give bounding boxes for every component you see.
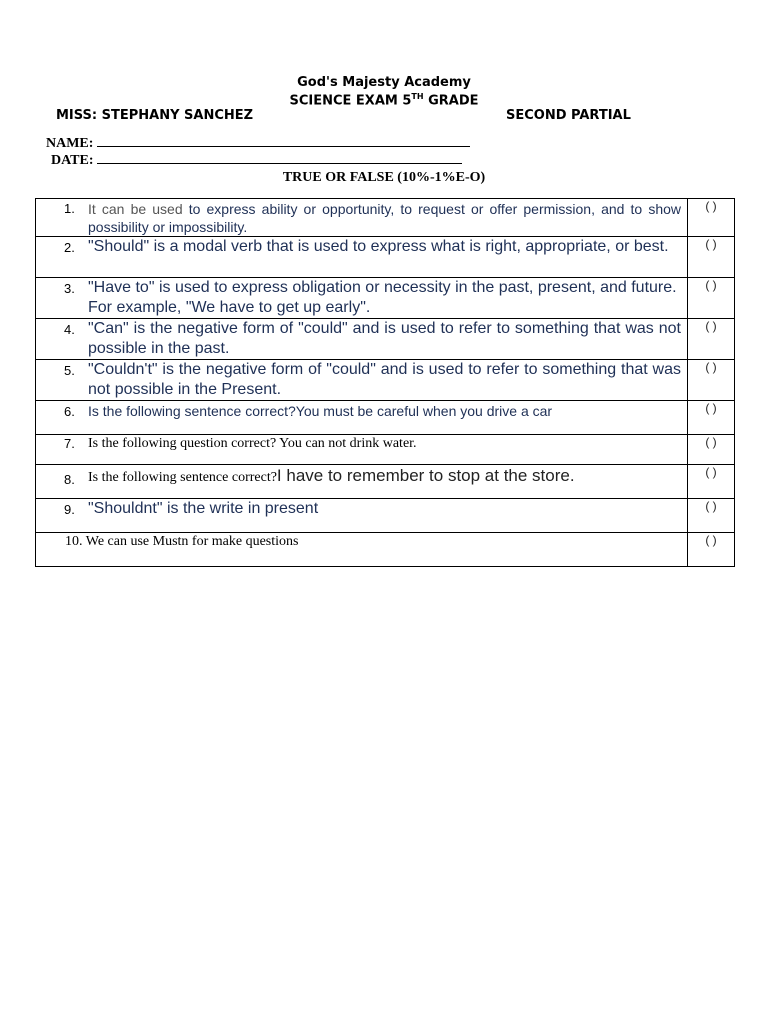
date-field[interactable] <box>51 153 462 169</box>
question-number: 2. <box>64 240 75 255</box>
answer-box[interactable] <box>688 499 735 533</box>
question-number: 7. <box>64 436 75 451</box>
question-text: "Couldn't" is the negative form of "could" and is used to refer to something that was not possible in the Present. <box>88 361 681 398</box>
question-number: 6. <box>64 404 75 419</box>
question-row <box>36 499 735 533</box>
date-blank[interactable] <box>97 153 462 164</box>
question-cell <box>36 499 688 533</box>
school-name: God's Majesty Academy <box>297 75 471 90</box>
question-number: 5. <box>64 363 75 378</box>
exam-title <box>0 92 768 108</box>
question-text: Is the following question correct? You can not drink water. <box>88 436 417 451</box>
question-cell <box>36 199 688 237</box>
answer-box[interactable] <box>688 278 735 319</box>
answer-box[interactable] <box>688 533 735 567</box>
question-cell <box>36 465 688 499</box>
question-row <box>36 199 735 237</box>
section-title: TRUE OR FALSE (10%-1%E-O) <box>282 170 486 185</box>
answer-box[interactable] <box>688 237 735 278</box>
question-body: I have to remember to stop at the store. <box>276 466 575 485</box>
question-lead: Is the following sentence correct? <box>88 470 277 485</box>
question-row <box>36 465 735 499</box>
question-row <box>36 360 735 401</box>
question-cell <box>36 319 688 360</box>
answer-parens[interactable]: ( ) <box>705 319 717 333</box>
answer-box[interactable] <box>688 401 735 435</box>
question-cell <box>36 237 688 278</box>
answer-parens[interactable]: ( ) <box>705 499 717 513</box>
date-label: DATE: <box>51 153 94 168</box>
answer-box[interactable] <box>688 319 735 360</box>
question-text: "Should" is a modal verb that is used to express what is right, appropriate, or best. <box>88 238 669 255</box>
question-text <box>88 199 681 236</box>
answer-box[interactable] <box>688 199 735 237</box>
question-row <box>36 237 735 278</box>
question-body: We can use Mustn for make questions <box>85 534 299 549</box>
answer-box[interactable] <box>688 465 735 499</box>
answer-parens[interactable]: ( ) <box>705 360 717 374</box>
question-row <box>36 401 735 435</box>
exam-title-sup: TH <box>411 92 424 101</box>
questions-table <box>35 198 735 567</box>
question-text: "Can" is the negative form of "could" and is used to refer to something that was not possible in the past. <box>88 320 681 357</box>
question-number: 10. <box>65 534 83 549</box>
answer-parens[interactable]: ( ) <box>705 199 717 213</box>
question-text: "Shouldnt" is the write in present <box>88 500 319 517</box>
answer-parens[interactable]: ( ) <box>705 278 717 292</box>
question-row <box>36 435 735 465</box>
answer-parens[interactable]: ( ) <box>705 237 717 251</box>
question-number: 9. <box>64 502 75 517</box>
question-cell <box>36 278 688 319</box>
partial-label: SECOND PARTIAL <box>506 108 631 123</box>
question-lead: It can be used <box>88 201 183 217</box>
exam-title-prefix: SCIENCE EXAM 5 <box>289 93 412 109</box>
question-row <box>36 533 735 567</box>
answer-parens[interactable]: ( ) <box>705 465 717 479</box>
question-text: Is the following sentence correct?You must be careful when you drive a car <box>88 403 553 419</box>
question-row <box>36 278 735 319</box>
question-cell <box>36 360 688 401</box>
question-cell <box>36 435 688 465</box>
question-number: 8. <box>64 472 75 487</box>
question-text: "Have to" is used to express obligation or necessity in the past, present, and future. For example, "We have to get up early". <box>88 279 677 316</box>
question-body: to express ability or opportunity, to request or offer permission, and to show possibility or impossibility. <box>88 201 682 235</box>
name-blank[interactable] <box>97 136 470 147</box>
answer-box[interactable] <box>688 360 735 401</box>
question-number: 1. <box>64 201 75 216</box>
answer-parens[interactable]: ( ) <box>705 435 717 449</box>
question-cell <box>36 533 688 567</box>
teacher-name: MISS: STEPHANY SANCHEZ <box>56 108 254 123</box>
question-number: 4. <box>64 322 75 337</box>
question-text <box>65 533 687 551</box>
exam-title-suffix: GRADE <box>423 93 479 109</box>
question-cell <box>36 401 688 435</box>
question-number: 3. <box>64 281 75 296</box>
answer-box[interactable] <box>688 435 735 465</box>
answer-parens[interactable]: ( ) <box>705 533 717 547</box>
answer-parens[interactable]: ( ) <box>705 401 717 415</box>
name-label: NAME: <box>46 136 94 151</box>
question-row <box>36 319 735 360</box>
question-text <box>88 465 681 486</box>
name-field[interactable] <box>46 136 470 152</box>
